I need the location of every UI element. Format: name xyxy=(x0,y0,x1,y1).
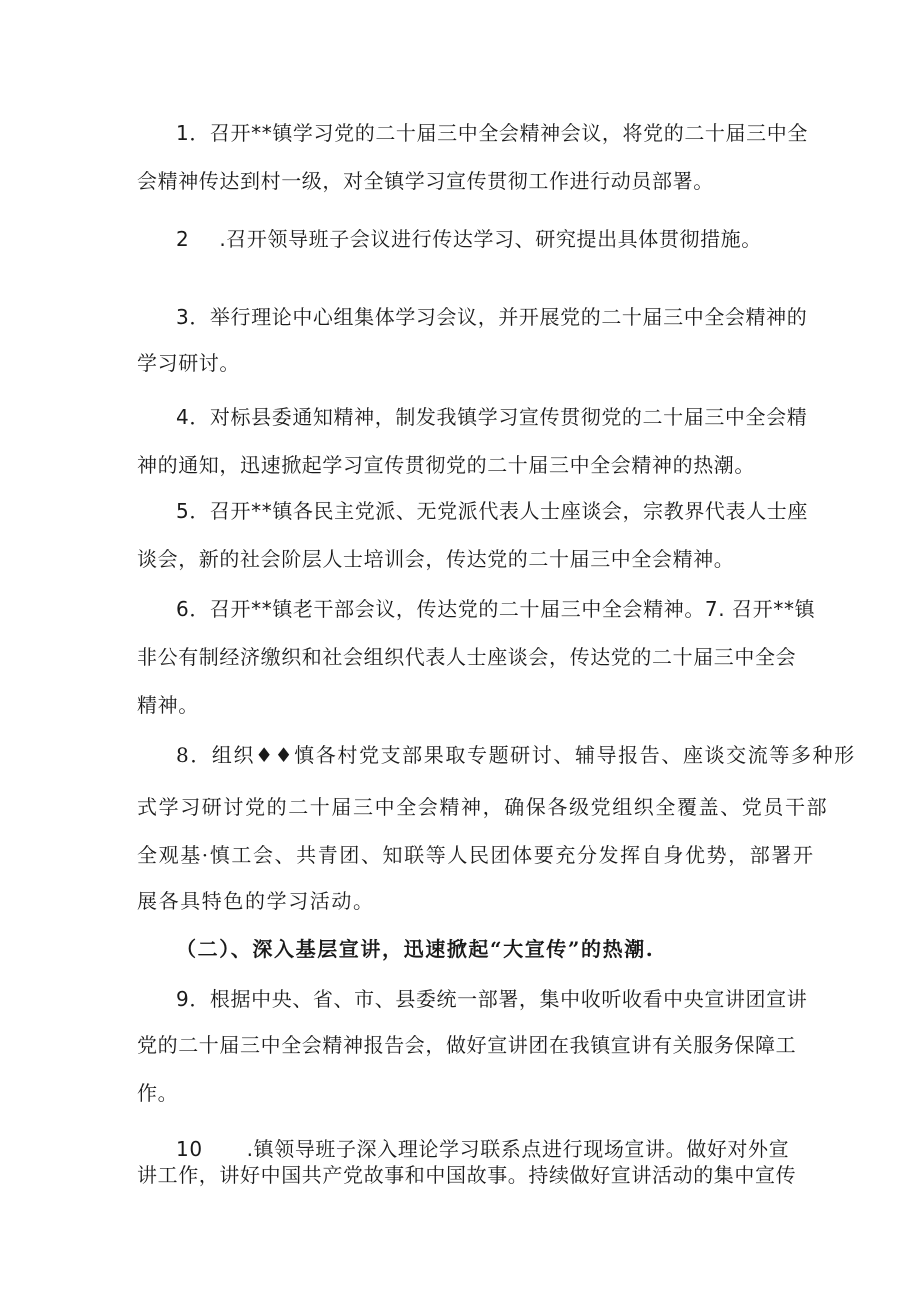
item-8-line-3: 全观基·慎工会、共青团、知联等人民团体要充分发挥自身优势，部署开 xyxy=(137,843,815,867)
item-8-line-4: 展各具特色的学习活动。 xyxy=(137,889,375,913)
item-3-line-2: 学习研讨。 xyxy=(137,351,240,375)
item-6-line-1: 6．召开**镇老干部会议，传达党的二十届三中全会精神。7. 召开**镇 xyxy=(176,597,816,621)
item-8-line-2: 式学习研讨党的二十届三中全会精神，确保各级党组织全覆盖、党员干部 xyxy=(137,795,829,819)
item-8-line-1: 8．组织♦♦慎各村党支部果取专题研讨、辅导报告、座谈交流等多种形 xyxy=(176,743,856,767)
item-9-line-1: 9．根据中央、省、市、县委统一部署，集中收听收看中央宣讲团宣讲 xyxy=(176,987,808,1011)
item-2-text: .召开领导班子会议进行传达学习、研究提出具体贯彻措施。 xyxy=(219,227,762,251)
item-10-number: 10 xyxy=(176,1137,203,1161)
section-2-heading: （二）、深入基层宣讲，迅速掀起“大宣传”的热潮. xyxy=(176,937,655,961)
item-2-number: 2 xyxy=(176,227,190,251)
item-3-line-1: 3．举行理论中心组集体学习会议，并开展党的二十届三中全会精神的 xyxy=(176,305,808,329)
item-4-line-1: 4．对标县委通知精神，制发我镇学习宣传贯彻党的二十届三中全会精 xyxy=(176,405,808,429)
item-9-line-3: 作。 xyxy=(137,1081,179,1105)
item-6-line-3: 精神。 xyxy=(137,693,199,717)
item-1-line-2: 会精神传达到村一级，对全镇学习宣传贯彻工作进行动员部署。 xyxy=(137,169,714,193)
item-1-line-1: 1．召开**镇学习党的二十届三中全会精神会议，将党的二十届三中全 xyxy=(176,121,808,145)
item-10-line-2: 讲工作，讲好中国共产党故事和中国故事。持续做好宣讲活动的集中宣传 xyxy=(137,1163,797,1187)
item-10-text: .镇领导班子深入理论学习联系点进行现场宣讲。做好对外宣 xyxy=(246,1137,790,1161)
item-5-line-2: 谈会，新的社会阶层人士培训会，传达党的二十届三中全会精神。 xyxy=(137,547,735,571)
item-5-line-1: 5．召开**镇各民主党派、无党派代表人士座谈会，宗教界代表人士座 xyxy=(176,499,808,523)
item-10-line-1 xyxy=(176,1136,789,1162)
item-9-line-2: 党的二十届三中全会精神报告会，做好宣讲团在我镇宣讲有关服务保障工 xyxy=(137,1033,797,1057)
item-6-line-2: 非公有制经济缴织和社会组织代表人士座谈会，传达党的二十届三中全会 xyxy=(137,645,797,669)
item-2-line xyxy=(176,226,762,252)
item-4-line-2: 神的通知，迅速掀起学习宣传贯彻党的二十届三中全会精神的热潮。 xyxy=(137,453,755,477)
